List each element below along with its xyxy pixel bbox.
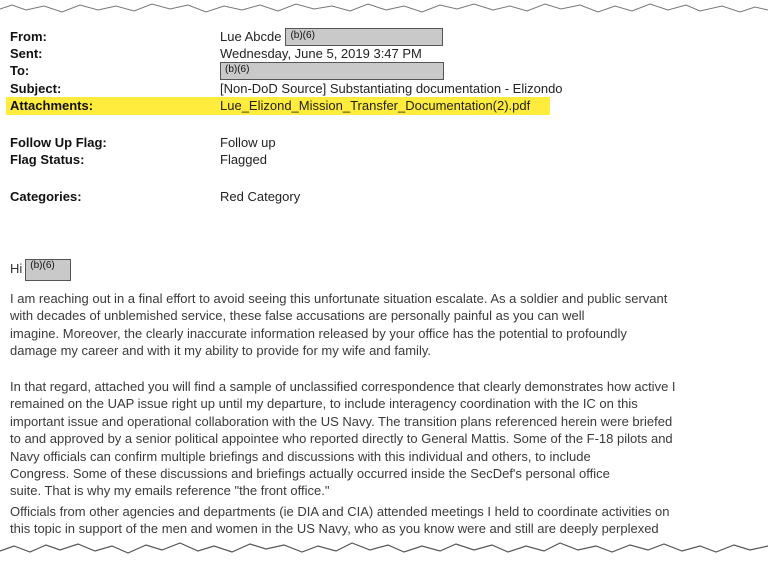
greeting-line: [10, 259, 71, 281]
attachments-label: Attachments:: [10, 98, 94, 113]
torn-paper-bottom-edge: [0, 537, 768, 563]
categories-row: [10, 188, 750, 206]
attachment-file-link[interactable]: Lue_Elizond_Mission_Transfer_Documentation(2).pdf: [220, 98, 531, 113]
sent-label: Sent:: [10, 46, 43, 61]
body-paragraph-2: In that regard, attached you will find a sample of unclassified correspondence that clearly demonstrates how active I remained on the UAP issue right up until my departure, to include interagency coordination with the IC on this important issue and operational collaboration with the US Navy. The transition plans referenced herein were briefed to and approved by a senior political appointee who reported directly to General Mattis. Some of the F-18 pilots and Navy officials can confirm multiple briefings and discussions with this individual and others, to include Congress. Some of these discussions and briefings actually occurred inside the SecDef's personal office suite. That is why my emails reference "the front office.": [10, 379, 676, 499]
categories-label: Categories:: [10, 189, 82, 204]
from-name: Lue Abcde: [220, 29, 282, 44]
from-row: [10, 28, 750, 46]
followup-row: [10, 134, 750, 152]
greeting-redaction-box: (b)(6): [25, 259, 71, 281]
attachments-row: [10, 97, 750, 115]
followup-label: Follow Up Flag:: [10, 135, 107, 150]
to-value: [220, 62, 444, 80]
body-paragraph-3: Officials from other agencies and departments (ie DIA and CIA) attended meetings I held to coordinate activities on this topic in support of the men and women in the US Navy, who as you know were and still are deeply perplexed: [10, 504, 670, 537]
subject-row: [10, 80, 750, 98]
to-redaction-box: (b)(6): [220, 62, 444, 80]
sent-value: Wednesday, June 5, 2019 3:47 PM: [220, 46, 422, 61]
categories-value: Red Category: [220, 189, 301, 204]
from-label: From:: [10, 29, 47, 44]
torn-paper-top-edge: [0, 0, 768, 22]
flagstatus-value: Flagged: [220, 152, 267, 167]
followup-value: Follow up: [220, 135, 276, 150]
flagstatus-label: Flag Status:: [10, 152, 85, 167]
body-paragraph-1: I am reaching out in a final effort to avoid seeing this unfortunate situation escalate. As a soldier and public servant with decades of unblemished service, these false accusations are personally painful as you can well imagine. Moreover, the clearly inaccurate information released by your office has the potential to profoundly damage my career and with it my ability to provide for my wife and family.: [10, 291, 668, 359]
subject-label: Subject:: [10, 81, 62, 96]
greeting-text: Hi: [10, 261, 23, 276]
sent-row: [10, 45, 750, 63]
to-label: To:: [10, 63, 30, 78]
flagstatus-row: [10, 151, 750, 169]
from-value: [220, 28, 443, 46]
to-row: [10, 62, 750, 80]
subject-value: [Non-DoD Source] Substantiating documentation - Elizondo: [220, 81, 563, 96]
from-redaction-box: (b)(6): [285, 28, 443, 46]
